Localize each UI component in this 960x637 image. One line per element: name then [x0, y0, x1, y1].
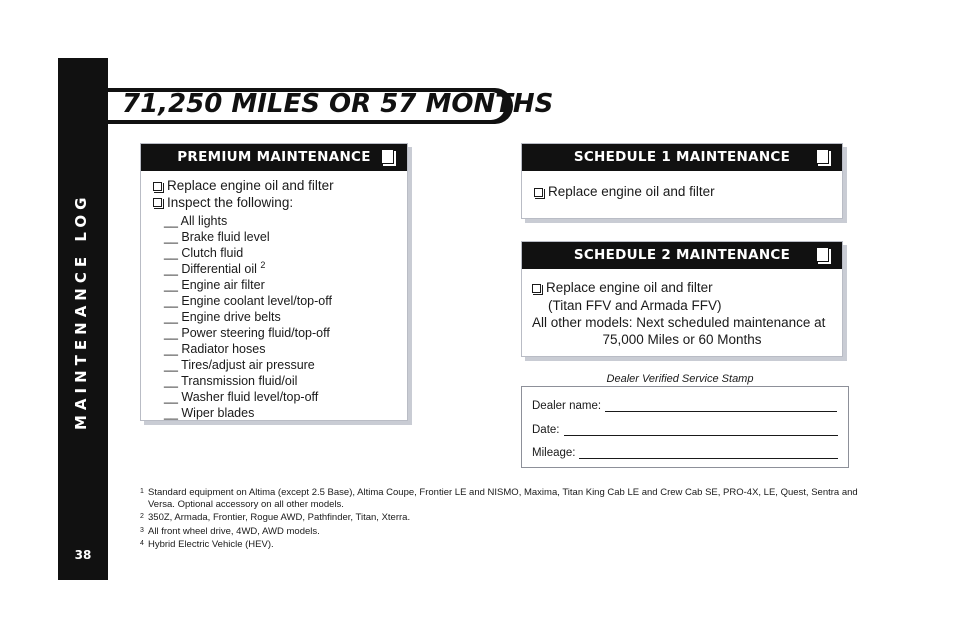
checkbox-icon[interactable] [153, 182, 162, 191]
inspection-list [153, 213, 407, 421]
schedule-1-header [522, 144, 842, 171]
list-item: __ Wiper blades [164, 406, 255, 420]
list-item: __ Engine coolant level/top-off [164, 294, 332, 308]
premium-maintenance-box [140, 143, 408, 421]
footnote: 4 Hybrid Electric Vehicle (HEV). [140, 539, 274, 550]
date-label: Date: [532, 424, 560, 436]
next-maintenance-line: 75,000 Miles or 60 Months [602, 331, 762, 347]
list-item: __ Brake fluid level [164, 230, 270, 244]
schedule-2-header [522, 242, 842, 269]
list-item: __ Tires/adjust air pressure [164, 358, 315, 372]
list-item: __ All lights [164, 214, 228, 228]
check-item-oil[interactable]: Replace engine oil and filter [153, 178, 407, 195]
check-item-inspect[interactable]: Inspect the following: [153, 195, 407, 212]
checkbox-icon[interactable] [534, 188, 543, 197]
date-field[interactable] [564, 424, 838, 436]
list-item: __ Transmission fluid/oil [164, 374, 298, 388]
checkbox-icon [382, 150, 393, 163]
premium-maintenance-header [141, 144, 407, 171]
footnote: 1 Standard equipment on Altima (except 2.5 Base), Altima Coupe, Frontier LE and NISMO, Maxima, Titan King Cab LE and Crew Cab SE, PRO-4X, LE, Quest, Sentra and Versa. Optional accessory on all other models. [140, 487, 858, 510]
schedule-1-box [521, 143, 843, 219]
list-item: __ Engine air filter [164, 278, 265, 292]
list-item: __ Power steering fluid/top-off [164, 326, 330, 340]
mileage-row [532, 447, 838, 459]
premium-maintenance-body [141, 171, 407, 421]
premium-maintenance-title: PREMIUM MAINTENANCE [177, 149, 371, 165]
dealer-name-label: Dealer name: [532, 400, 602, 412]
page-number: 38 [74, 548, 92, 562]
checkbox-icon [817, 150, 828, 163]
check-item-oil[interactable]: Replace engine oil and filter [534, 184, 842, 201]
footnote: 2 350Z, Armada, Frontier, Rogue AWD, Pathfinder, Titan, Xterra. [140, 512, 411, 523]
other-models-line: All other models: Next scheduled maintenance at [532, 314, 826, 330]
list-item: __ Differential oil $^2$ [164, 259, 266, 276]
checkbox-icon[interactable] [153, 198, 162, 207]
footnotes [140, 487, 860, 551]
list-item: __ Clutch fluid [164, 246, 244, 260]
sidebar-title: MAINTENANCE LOG [72, 192, 90, 430]
schedule-2-body [522, 269, 842, 348]
mileage-label: Mileage: [532, 447, 576, 459]
mileage-field[interactable] [579, 447, 838, 459]
dealer-name-field[interactable] [605, 400, 837, 412]
stamp-title: Dealer Verified Service Stamp [606, 373, 754, 385]
schedule-1-title: SCHEDULE 1 MAINTENANCE [573, 149, 791, 165]
list-item: __ Washer fluid level/top-off [164, 390, 319, 404]
page-title: 71,250 MILES OR 57 MONTHS [122, 89, 554, 119]
checkbox-icon [817, 248, 828, 261]
schedule-2-box [521, 241, 843, 357]
footnote: 3 All front wheel drive, 4WD, AWD models. [140, 525, 320, 537]
schedule-2-title: SCHEDULE 2 MAINTENANCE [573, 247, 791, 263]
checkbox-icon[interactable] [532, 284, 541, 293]
schedule-1-body [522, 171, 842, 201]
dealer-name-row [532, 400, 837, 412]
list-item: __ Radiator hoses [164, 342, 266, 356]
dealer-stamp-box [521, 386, 849, 468]
check-item-oil[interactable]: Replace engine oil and filter [532, 280, 842, 297]
models-line: (Titan FFV and Armada FFV) [548, 297, 722, 313]
footnote-ref: 2 [260, 259, 266, 270]
date-row [532, 424, 838, 436]
list-item: __ Engine drive belts [164, 310, 281, 324]
